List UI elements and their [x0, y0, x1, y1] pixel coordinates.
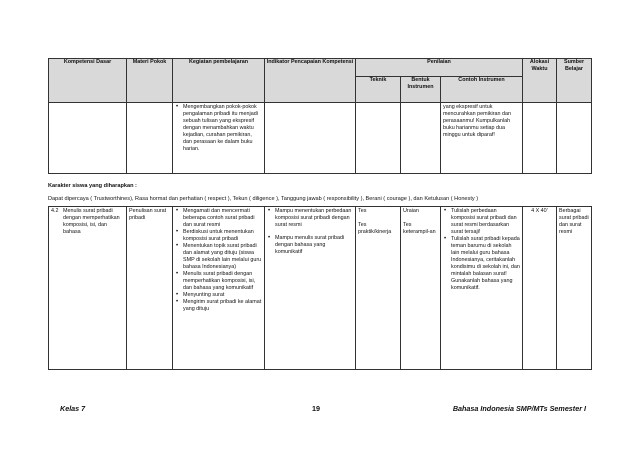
- bentuk-2: Tes keterampil-an: [403, 222, 436, 235]
- table-row: [49, 207, 592, 370]
- header-kegiatan: Kegiatan pembelajaran: [173, 59, 265, 103]
- list-item: • Menulis surat pribadi dengan memperhatikan komposisi, isi, dan bahasa yang komunikatif: [183, 271, 262, 292]
- teknik-1: Tes: [358, 208, 367, 214]
- header-alokasi: Alokasi Waktu: [523, 59, 557, 103]
- silabus-table-top: [48, 58, 592, 174]
- teknik-2: Tes praktik/kinerja: [358, 222, 392, 235]
- list-item: • Menyunting surat: [183, 292, 262, 299]
- header-sumber: Sumber Belajar: [557, 59, 592, 103]
- footer-right: Bahasa Indonesia SMP/MTs Semester I: [452, 404, 586, 413]
- kd-cell: [49, 207, 126, 237]
- materi-pokok: Penulisan surat pribadi: [129, 208, 167, 221]
- bentuk-1: Uraian: [403, 208, 419, 214]
- sumber-belajar: Berbagai surat pribadi dan surat resmi: [559, 208, 589, 235]
- footer-left: Kelas 7: [60, 404, 86, 413]
- continuation-row: [49, 103, 592, 174]
- alokasi-waktu: 4 X 40’: [531, 208, 548, 214]
- indikator-list: [267, 208, 353, 256]
- kd-number: 4.2: [51, 208, 59, 214]
- continuation-contoh: yang ekspresif untuk mencurahkan pemikiran dan perasaanmu! Kumpulkanlah buku harianmu setiap dua minggu untuk diparaf!: [443, 104, 512, 138]
- karakter-title: Karakter siswa yang diharapkan :: [48, 183, 137, 189]
- list-item: • Tulislah surat pribadi kepada teman barumu di sekolah lain melalui guru bahasa Indonesianya, ceritakanlah kondisimu di sekolah ini, dan mintalah balasan surat! Gunakanlah bahasa yang komunikatif.: [451, 236, 520, 292]
- karakter-text: Dapat dipercaya ( Trustworthines), Rasa hormat dan perhatian ( respect ), Tekun ( diligence ), Tanggung jawab ( responsibility ), Berani ( courage ), dan Ketulusan ( Honesty ): [48, 196, 479, 202]
- list-item: • Mampu menentukan perbedaan komposisi surat pribadi dengan surat resmi: [275, 208, 353, 229]
- list-item: • Menentukan topik surat pribadi dan alamat yang dituju (siswa SMP di sekolah lain melalui guru bahasa Indonesianya): [183, 243, 262, 271]
- page-number: 19: [312, 404, 320, 413]
- list-item: • Tulislah perbedaan komposisi surat pribadi dan surat resmi berdasarkan surat tersaji!: [451, 208, 520, 236]
- kegiatan-list: [175, 208, 262, 313]
- header-indikator: Indikator Pencapaian Kompetensi: [265, 59, 356, 103]
- list-item: • Berdiskusi untuk menentukan komposisi surat pribadi: [183, 229, 262, 243]
- header-penilaian: Penilaian: [356, 59, 523, 77]
- list-item: • Mampu menulis surat pribadi dengan bahasa yang komunikatif: [275, 235, 353, 256]
- kd-text: Menulis surat pribadi dengan memperhatikan komposisi, isi, dan bahasa: [63, 208, 120, 235]
- header-bentuk: Bentuk Instrumen: [401, 77, 441, 103]
- header-teknik: Teknik: [356, 77, 401, 103]
- silabus-table-bottom: [48, 206, 592, 370]
- contoh-list: [443, 208, 520, 292]
- header-materi-pokok: Materi Pokok: [127, 59, 173, 103]
- continuation-kegiatan-item: • Mengembangkan pokok-pokok pengalaman pribadi itu menjadi sebuah tulisan yang ekspresif dengan menambahkan waktu kejadian, curahan pemikiran, dan perasaan ke dalam buku harian.: [183, 104, 262, 153]
- header-kompetensi-dasar: Kompetensi Dasar: [49, 59, 127, 103]
- list-item: • Mengamati dan mencermati beberapa contoh surat pribadi dan surat resmi: [183, 208, 262, 229]
- header-contoh: Contoh Instrumen: [441, 77, 523, 103]
- list-item: • Mengirim surat pribadi ke alamat yang dituju: [183, 299, 262, 313]
